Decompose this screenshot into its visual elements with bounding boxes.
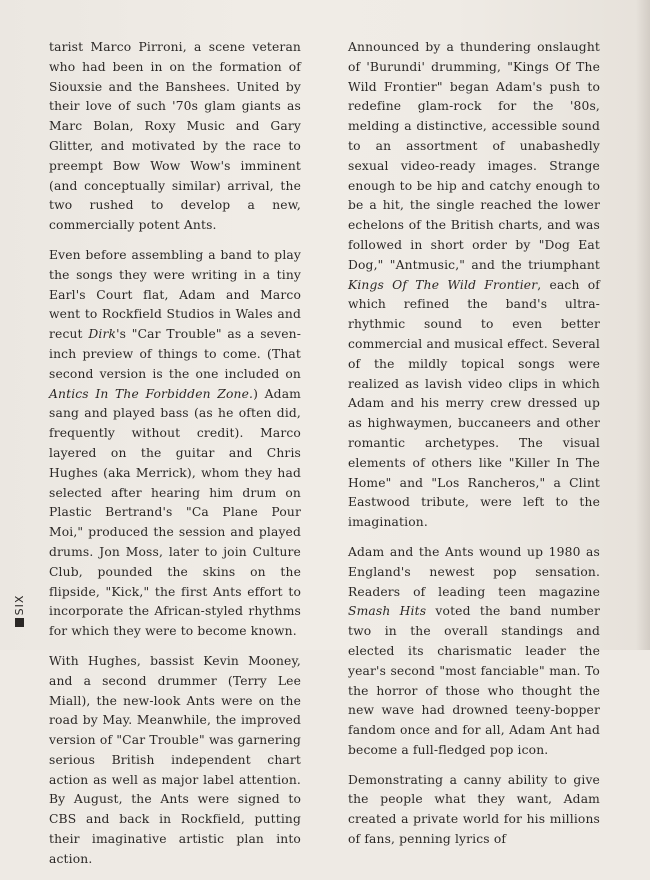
right-paragraph-1: Announced by a thundering onslaught of 'Burundi' drumming, "Kings Of The Wild Frontier" began Adam's push to redefine glam-rock for the '80s, melding a distinctive, accessible sound to an assortment of unabashedly sexual video-ready images. Strange enough to be hip and catchy enough to be a hit, the single reached the lower echelons of the British charts, and was followed in short order by "Dog Eat Dog," "Antmusic," and the triumphant Kings Of The Wild Frontier, each of which refined the band's ultra-rhythmic sound to even better commercial and musical effect. Several of the mildly topical songs were realized as lavish video clips in which Adam and his merry crew dressed up as highwaymen, buccaneers and other romantic archetypes. The visual elements of others like "Killer In The Home" and "Los Rancheros," a Clint Eastwood tribute, were left to the imagination.: [348, 40, 600, 530]
page-number-label: SIX: [13, 594, 26, 616]
left-paragraph-1: tarist Marco Pirroni, a scene veteran who had been in on the formation of Siouxsie and the Banshees. United by their love of such '70s glam giants as Marc Bolan, Roxy Music and Gary Glitter, and motivated by the race to preempt Bow Wow Wow's imminent (and conceptually similar) arrival, the two rushed to develop a new, commercially potent Ants.: [49, 40, 301, 233]
left-text-column: [49, 38, 301, 880]
right-text-column: [348, 38, 600, 860]
page-number: [12, 594, 28, 634]
album-title-antics: Antics In The Forbidden Zone.: [49, 386, 254, 401]
page-edge-shadow: [636, 0, 650, 650]
magazine-title-smash-hits: Smash Hits: [348, 604, 427, 619]
right-paragraph-2: Adam and the Ants wound up 1980 as England's newest pop sensation. Readers of leading teen magazine Smash Hits voted the band number two in the overall standings and elected its charismatic leader the year's second "most fanciable" man. To the horror of those who thought the new wave had drowned teeny-bopper fandom once and for all, Adam Ant had become a full-fledged pop icon.: [348, 544, 600, 757]
right-paragraph-3: Demonstrating a canny ability to give the people what they want, Adam created a private world for his millions of fans, penning lyrics of: [348, 772, 600, 847]
album-title-dirk: Dirk: [88, 327, 117, 342]
page-marker-square: [15, 618, 24, 627]
left-paragraph-2: Even before assembling a band to play the songs they were writing in a tiny Earl's Court flat, Adam and Marco went to Rockfield Studios in Wales and recut Dirk's "Car Trouble" as a seven-inch preview of things to come. (That second version is the one included on Antics In The Forbidden Zone.) Adam sang and played bass (as he often did, frequently without credit). Marco layered on the guitar and Chris Hughes (aka Merrick), whom they had selected after hearing him drum on Plastic Bertrand's "Ca Plane Pour Moi," produced the session and played drums. Jon Moss, later to join Culture Club, pounded the skins on the flipside, "Kick," the first Ants effort to incorporate the African-styled rhythms for which they were to become known.: [49, 247, 301, 639]
album-title-kings: Kings Of The Wild Frontier: [348, 277, 538, 292]
left-paragraph-3: With Hughes, bassist Kevin Mooney, and a second drummer (Terry Lee Miall), the new-look Ants were on the road by May. Meanwhile, the improved version of "Car Trouble" was garnering serious British independent chart action as well as major label attention. By August, the Ants were signed to CBS and back in Rockfield, putting their imaginative artistic plan into action.: [49, 653, 301, 866]
